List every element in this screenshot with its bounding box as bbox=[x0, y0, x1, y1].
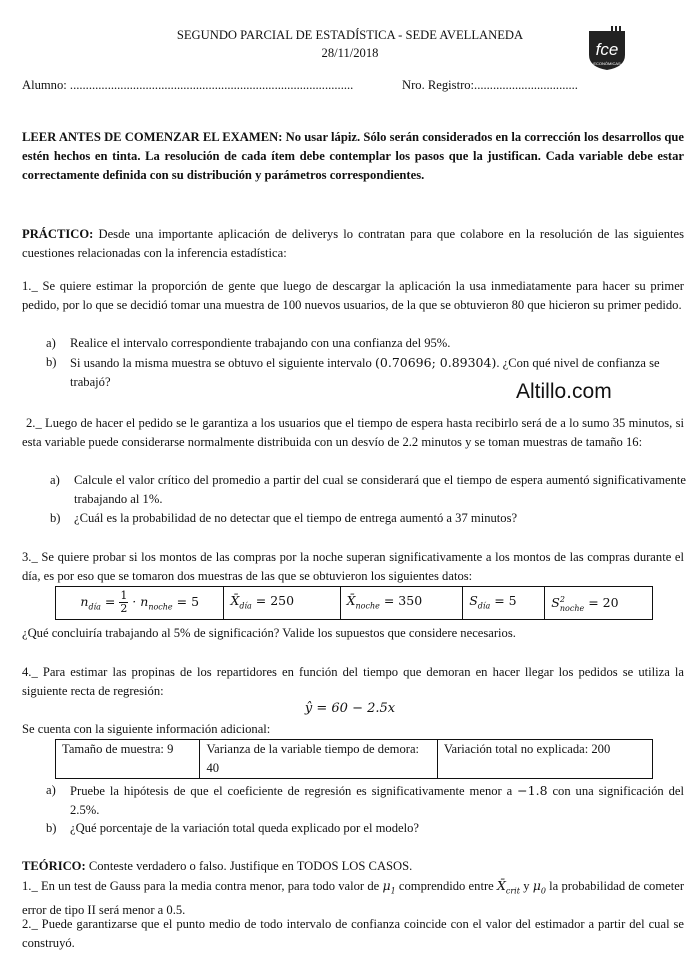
exam-date: 28/11/2018 bbox=[321, 46, 379, 60]
cell-unexplained-variation: Variación total no explicada: 200 bbox=[437, 740, 652, 779]
question-2-text: 2._ Luego de hacer el pedido se le garantiza a los usuarios que el tiempo de espera hasta recibirlo será de a lo sumo 35 minutos, si esta variable puede considerarse normalmente distribuida con un desvío de 2.2 minutos y se toman muestras de tamaño 16: bbox=[22, 416, 684, 449]
question-1b-interval: (0.70696; 0.89304) bbox=[375, 355, 497, 370]
watermark: Altillo.com bbox=[516, 380, 612, 403]
question-3-table bbox=[55, 586, 653, 620]
cell-mean-dia: $X̄_{día} = 250$ bbox=[224, 587, 340, 620]
question-4-table bbox=[55, 739, 653, 779]
regression-equation: ŷ = 60 − 2.5x bbox=[304, 701, 396, 716]
fraction-one-half: $\frac{1}{2}$ bbox=[120, 588, 128, 615]
question-2a-label: a) bbox=[50, 473, 60, 487]
question-2b-text: ¿Cuál es la probabilidad de no detectar que el tiempo de entrega aumentó a 37 minutos? bbox=[74, 511, 518, 525]
teorico-intro: Conteste verdadero o falso. Justifique en TODOS LOS CASOS. bbox=[88, 859, 413, 873]
cell-s-dia: $S_{día} = 5$ bbox=[463, 587, 545, 620]
question-1a-text: Realice el intervalo correspondiente trabajando con una confianza del 95%. bbox=[70, 336, 451, 350]
question-2a-text: Calcule el valor crítico del promedio a partir del cual se considerará que el tiempo de espera aumentó significativamente trabajando al 1%. bbox=[74, 473, 686, 506]
registry-field: Nro. Registro:................................. bbox=[402, 78, 578, 92]
cell-s2-noche: S 2 noche = 20 bbox=[545, 587, 653, 620]
question-1b-pre: Si usando la misma muestra se obtuvo el siguiente intervalo bbox=[70, 356, 372, 370]
teorico-item-1: 1._ En un test de Gauss para la media contra menor, para todo valor de $\mu_1$ comprendido entre $X̄_{crit}$ y $\mu_0$ la probabilidad de cometer error de tipo II será menor a 0.5. bbox=[22, 878, 685, 917]
question-1b-label: b) bbox=[46, 355, 57, 369]
teorico-item-2: 2._ Puede garantizarse que el punto medio de todo intervalo de confianza coincide con el valor del estimador a partir del cual se construyó. bbox=[22, 917, 684, 950]
practico-block bbox=[22, 225, 684, 263]
question-1b-post: . ¿Con qué nivel de confianza se trabajó? bbox=[70, 356, 660, 389]
cell-variance-time: Varianza de la variable tiempo de demora: 40 bbox=[200, 740, 437, 779]
question-3-text: 3._ Se quiere probar si los montos de las compras por la noche superan significativamente a los montos de las compras durante el día, es por eso que se tomaron dos muestras de las que se obtuvieron los siguientes datos: bbox=[22, 550, 684, 583]
cell-mean-noche: $X̄_{noche} = 350$ bbox=[340, 587, 463, 620]
cell-n-relation: $n_{día}$ = $\frac{1}{2}$ · $n_{noche} = 5$ bbox=[56, 587, 224, 620]
fce-logo bbox=[587, 25, 627, 71]
question-3-prompt: ¿Qué concluiría trabajando al 5% de significación? Valide los supuestos que considere necesarios. bbox=[22, 626, 516, 640]
teorico-heading: TEÓRICO: bbox=[22, 859, 86, 873]
instructions-block: LEER ANTES DE COMENZAR EL EXAMEN: No usar lápiz. Sólo serán considerados en la corrección los desarrollos que estén hechos en tinta. La resolución de cada ítem debe contemplar los pasos que la justifican. Cada variable debe estar correctamente definida con su distribución y parámetros correspondientes. bbox=[22, 130, 684, 182]
practico-heading: PRÁCTICO: bbox=[22, 227, 94, 241]
practico-intro: Desde una importante aplicación de deliverys lo contratan para que colabore en la resolución de las siguientes cuestiones relacionadas con la inferencia estadística: bbox=[22, 227, 684, 260]
student-field: Alumno: .......................................................................................... bbox=[22, 78, 354, 92]
question-1a-label: a) bbox=[46, 336, 56, 350]
cell-sample-size: Tamaño de muestra: 9 bbox=[56, 740, 200, 779]
question-4b-text: ¿Qué porcentaje de la variación total queda explicado por el modelo? bbox=[70, 821, 419, 835]
question-2b-label: b) bbox=[50, 511, 61, 525]
logo-subtext: ECONÓMICAS bbox=[593, 61, 621, 66]
question-4-text: 4._ Para estimar las propinas de los repartidores en función del tiempo que demoran en hacer llegar los pedidos se utiliza la siguiente recta de regresión: bbox=[22, 665, 684, 698]
question-4a-text: Pruebe la hipótesis de que el coeficiente de regresión es significativamente menor a −1.8 con una significación del 2.5%. bbox=[70, 783, 685, 817]
exam-title: SEGUNDO PARCIAL DE ESTADÍSTICA - SEDE AVELLANEDA bbox=[176, 28, 524, 42]
teorico-block bbox=[22, 857, 412, 876]
question-4-info-label: Se cuenta con la siguiente información adicional: bbox=[22, 722, 271, 736]
question-4b-label: b) bbox=[46, 821, 57, 835]
question-4a-label: a) bbox=[46, 783, 56, 797]
fce-logo-icon bbox=[587, 25, 627, 71]
logo-text: fce bbox=[595, 40, 619, 59]
question-1-text: 1._ Se quiere estimar la proporción de gente que luego de descargar la aplicación la usa inmediatamente para hacer su primer pedido, por lo que se decidió tomar una muestra de 100 nuevos usuarios, de la que se obtuvieron 80 que hicieron su primer pedido. bbox=[22, 279, 684, 312]
